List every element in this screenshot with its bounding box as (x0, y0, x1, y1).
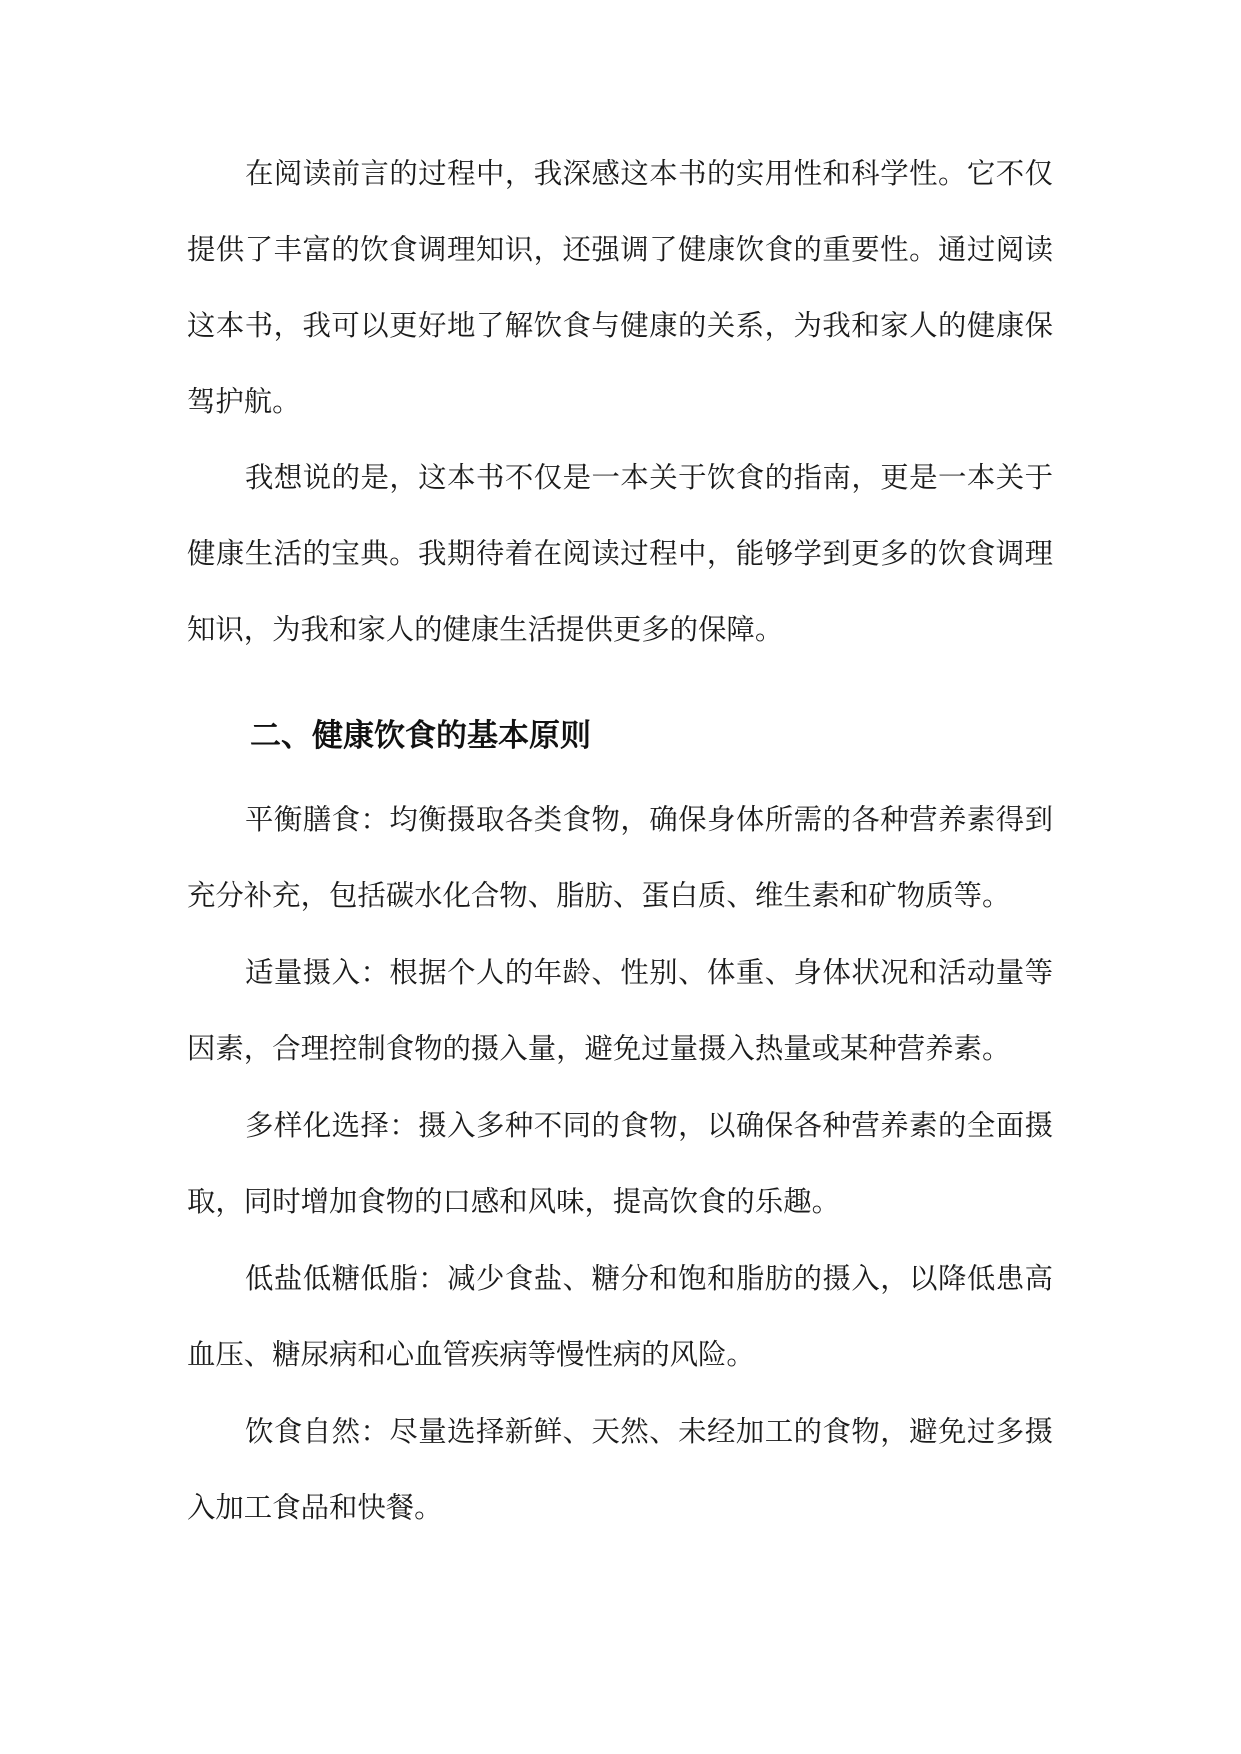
intro-paragraph-2: 我想说的是，这本书不仅是一本关于饮食的指南，更是一本关于健康生活的宝典。我期待着在阅读过程中，能够学到更多的饮食调理知识，为我和家人的健康生活提供更多的保障。 (187, 461, 1053, 646)
section-heading: 二、健康饮食的基本原则 (250, 718, 591, 754)
principle-diverse-choice: 多样化选择：摄入多种不同的食物，以确保各种营养素的全面摄取，同时增加食物的口感和风味，提高饮食的乐趣。 (187, 1109, 1053, 1218)
intro-paragraph-1: 在阅读前言的过程中，我深感这本书的实用性和科学性。它不仅提供了丰富的饮食调理知识，还强调了健康饮食的重要性。通过阅读这本书，我可以更好地了解饮食与健康的关系，为我和家人的健康保驾护航。 (187, 157, 1053, 418)
principle-low-salt-sugar-fat: 低盐低糖低脂：减少食盐、糖分和饱和脂肪的摄入，以降低患高血压、糖尿病和心血管疾病等慢性病的风险。 (187, 1262, 1053, 1371)
principle-balanced-diet: 平衡膳食：均衡摄取各类食物，确保身体所需的各种营养素得到充分补充，包括碳水化合物、脂肪、蛋白质、维生素和矿物质等。 (187, 803, 1053, 912)
principle-natural-diet: 饮食自然：尽量选择新鲜、天然、未经加工的食物，避免过多摄入加工食品和快餐。 (187, 1415, 1053, 1524)
principle-moderate-intake: 适量摄入：根据个人的年龄、性别、体重、身体状况和活动量等因素，合理控制食物的摄入量，避免过量摄入热量或某种营养素。 (187, 956, 1053, 1065)
